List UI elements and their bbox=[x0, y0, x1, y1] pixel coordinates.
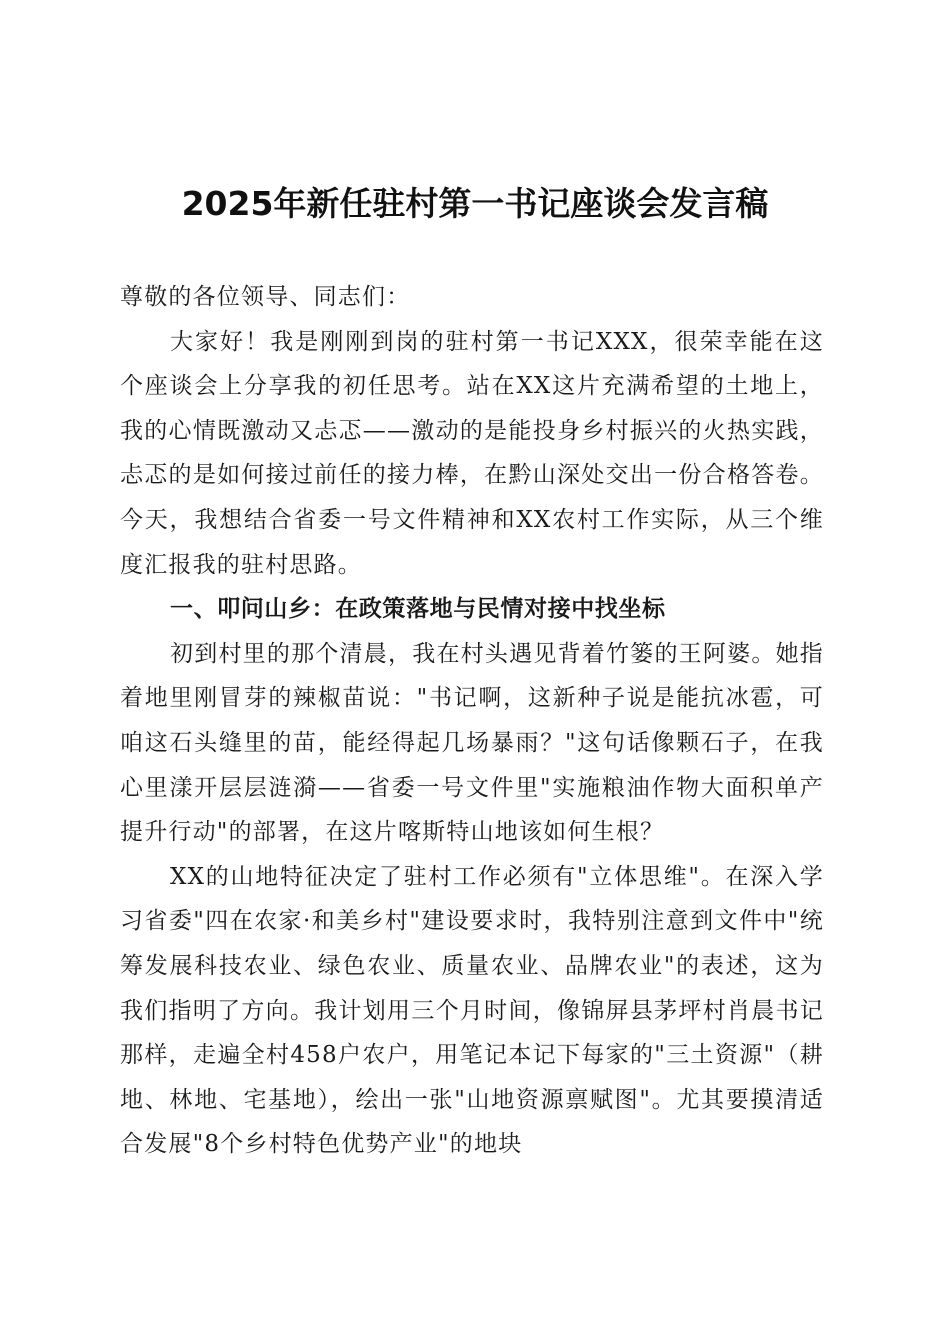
intro-paragraph: 大家好！我是刚刚到岗的驻村第一书记XXX，很荣幸能在这个座谈会上分享我的初任思考。站在XX这片充满希望的土地上，我的心情既激动又忐忑——激动的是能投身乡村振兴的火热实践，忐忑的是如何接过前任的接力棒，在黔山深处交出一份合格答卷。今天，我想结合省委一号文件精神和XX农村工作实际，从三个维度汇报我的驻村思路。 bbox=[120, 328, 824, 578]
section-paragraph-2: XX的山地特征决定了驻村工作必须有"立体思维"。在深入学习省委"四在农家·和美乡村"建设要求时，我特别注意到文件中"统筹发展科技农业、绿色农业、质量农业、品牌农业"的表述，这为我们指明了方向。我计划用三个月时间，像锦屏县茅坪村肖晨书记那样，走遍全村458户农户，用笔记本记下每家的"三土资源"（耕地、林地、宅基地），绘出一张"山地资源禀赋图"。尤其要摸清适合发展"8个乡村特色优势产业"的地块 bbox=[120, 863, 824, 1158]
document-body bbox=[120, 275, 824, 1167]
section-heading: 一、叩问山乡：在政策落地与民情对接中找坐标 bbox=[170, 596, 666, 623]
section-paragraph-1: 初到村里的那个清晨，我在村头遇见背着竹篓的王阿婆。她指着地里刚冒芽的辣椒苗说："书记啊，这新种子说是能抗冰雹，可咱这石头缝里的苗，能经得起几场暴雨？"这句话像颗石子，在我心里漾开层层涟漪——省委一号文件里"实施粮油作物大面积单产提升行动"的部署，在这片喀斯特山地该如何生根？ bbox=[120, 640, 824, 846]
greeting-line: 尊敬的各位领导、同志们： bbox=[120, 284, 411, 310]
document-title: 2025年新任驻村第一书记座谈会发言稿 bbox=[181, 184, 769, 223]
